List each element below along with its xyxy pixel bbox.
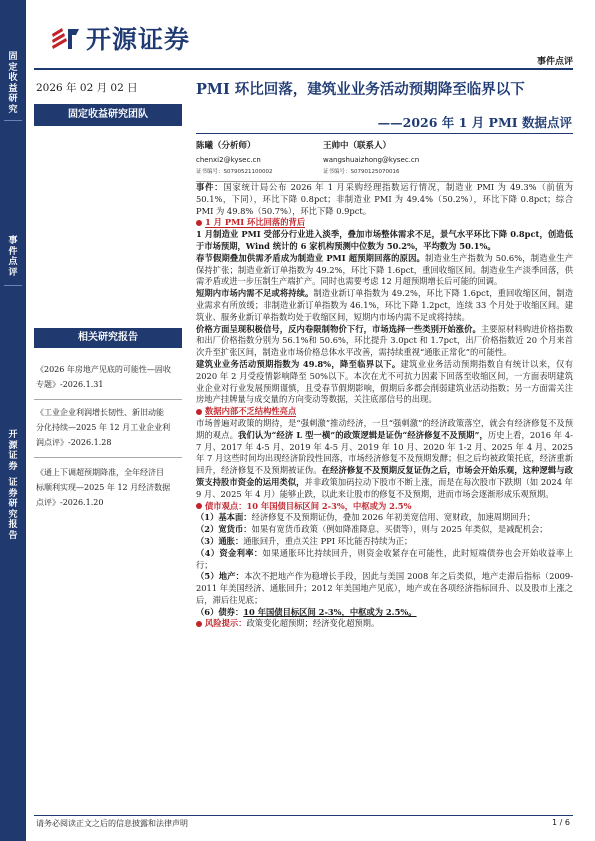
list-item-label: （6）债券： xyxy=(196,606,244,617)
sidebar-label-bottom-1 xyxy=(0,430,26,472)
related-report-link[interactable] xyxy=(36,362,184,392)
brand-logo xyxy=(50,20,190,56)
red-bullet-icon xyxy=(196,503,202,509)
report-body xyxy=(196,182,573,630)
paragraph-text: 建筑业业务活动预期指数自有统计以来，仅有 2020 年 2 月受疫情影响降至 50%以下。本次在尤不可抗力因素下回落至收缩区间，一方面表明建筑业企业对行业发展预期谨慎，且受春节假期影响，假期后多都会削弱建筑业活动指数；另一方面需关注房地产挂牌量与成交量的方向变动等数据，关注底部信号的出现。 xyxy=(196,358,573,405)
sidebar-char: 益 xyxy=(8,83,18,94)
sidebar-divider xyxy=(4,120,22,121)
sidebar-char: 报 xyxy=(8,520,18,530)
related-divider xyxy=(34,457,182,458)
risk-warning xyxy=(196,618,573,630)
list-item-text: 经济修复不及预期证伪，叠加 2026 年初美宽信用、宽财政，加速周期回升； xyxy=(251,512,536,523)
paragraph-lead: 创造低于市场预期，Wind 统计的 6 家机构预测中位数为 50.2%，平均数为 50.1%。 xyxy=(196,229,573,251)
risk-label: 风险提示： xyxy=(205,618,247,629)
sidebar-char: 开 xyxy=(8,430,18,440)
related-report-line: 《工业企业利润增长韧性、新旧动能 xyxy=(36,408,164,417)
paragraph-text: 制造业生产指数为 50.6%，制造业生产保持扩张；制造业新订单指数为 49.2%，环比下降 1.6pct，重回收缩区间。制造业生产淡季回落，供需矛盾或进一步压制生产端扩产。同时也需要考虑 12 月超预期增长后可能的回调。 xyxy=(196,252,573,287)
analyst-cert: 证书编号：S0790125070016 xyxy=(323,169,400,175)
paragraph-text: 制造业新订单指数为 49.2%，环比下降 1.6pct，重回收缩区间，制造业需求有所放缓；非制造业新订单指数为 46.1%，环比下降 1.2pct，连续 33 个月处于收缩区间。建筑业、服务业新订单指数均处于收缩区间，短期内市场内需不足或将持续。 xyxy=(196,288,573,322)
section-heading-text: 数据内部不乏结构性亮点 xyxy=(205,406,297,417)
page-number: 1 / 6 xyxy=(552,818,570,827)
paragraph-lead: 1 月制造业 PMI 受部分行业进入淡季，叠加市场整体需求不足，景气水平环比下降 0.8pct， xyxy=(196,229,548,240)
body-paragraph xyxy=(196,229,573,253)
sidebar-label-bottom-2 xyxy=(0,478,26,541)
body-paragraph xyxy=(196,418,573,501)
sidebar-char: 源 xyxy=(8,440,18,451)
left-sidebar xyxy=(0,0,26,841)
sidebar-char: 证 xyxy=(8,451,18,461)
paragraph-text: 历史上看，2016 年 4-7 月、2017 年 4-5 月、2019 年 4-5 月、2019 年 10 月、2020 年 1-2 月、2025 年 4 月、2025 年 7 月这些时间均出现经济阶段性回落，市场经济修复不及预期发酵；但之后均被政策托底，经济重新回升，经济修复不及预期被证伪。 xyxy=(196,429,573,476)
sidebar-char: 定 xyxy=(8,62,18,73)
report-subtitle: ——2026 年 1 月 PMI 数据点评 xyxy=(377,115,572,130)
analyst-card xyxy=(323,140,419,178)
analyst-email[interactable]: wangshuaizhong@kysec.cn xyxy=(323,156,420,164)
red-bullet-icon xyxy=(196,409,202,415)
paragraph-lead: 春节假期叠加供需矛盾成为制造业 PMI 超预期回落的原因。 xyxy=(196,252,426,263)
body-paragraph xyxy=(196,288,573,323)
paragraph-lead: 我们认为“经济 L 型一横”的政策逻辑是证伪“经济修复不及预期”， xyxy=(238,429,488,440)
body-paragraph xyxy=(196,253,573,288)
list-item xyxy=(196,548,573,572)
sidebar-char: 点 xyxy=(8,257,18,267)
section-heading xyxy=(196,501,573,513)
sidebar-char: 券 xyxy=(8,488,18,499)
title-rule xyxy=(196,133,573,134)
event-paragraph xyxy=(196,182,573,217)
red-bullet-icon xyxy=(196,220,202,226)
paragraph-text: 主要原材料购进价格指数和出厂价格指数分别为 56.1%和 50.6%，环比提升 3.0pct 和 1.7pct，出厂价格指数近 20 个月来首次升至扩张区间，制造业市场价格总体水平改善，需持续重视“通胀正常化”的可能性。 xyxy=(196,323,573,358)
analyst-cert: 证书编号：S0790521100002 xyxy=(196,169,273,175)
list-item-label: （3）通胀： xyxy=(196,535,244,546)
body-paragraph xyxy=(196,324,573,359)
paragraph-lead: 短期内市场内需不足或将持续。 xyxy=(196,288,314,299)
related-reports-heading: 相关研究报告 xyxy=(34,328,182,348)
sidebar-char: 研 xyxy=(8,94,18,104)
footer-rule xyxy=(34,815,573,816)
list-item xyxy=(196,607,573,619)
list-item-label: （5）地产： xyxy=(196,571,245,582)
section-heading-text: 债市观点：10 年国债目标区间 2-3%，中枢或为 2.5% xyxy=(205,500,412,511)
event-text: 国家统计局公布 2026 年 1 月采购经理指数运行情况，制造业 PMI 为 49.3%（前值为 50.1%，下同），环比下降 0.8pct；非制造业 PMI 为 49.4%（50.2%），环比下降 0.8pct；综合 PMI 为 49.8%（50.7%），环比下降 0.9pct。 xyxy=(196,182,573,216)
sidebar-char: 研 xyxy=(8,499,18,509)
related-report-line: 标顺利实现—2025 年 12 月经济数据 xyxy=(36,483,171,492)
list-item-text: 10 年国债目标区间 2-3%，中枢或为 2.5%。 xyxy=(243,606,417,617)
sidebar-char: 事 xyxy=(8,236,18,246)
list-item-text: 本次不把地产作为稳增长手段，因此与美国 2008 年之后类似，地产走滞后指标（2009-2011 年美国经济、通胀回升；2012 年美国地产见底），地产或在各项经济指标回升、以及股市上涨之后，滞后往见底； xyxy=(196,571,574,605)
sidebar-char: 收 xyxy=(8,73,18,83)
body-paragraph xyxy=(196,359,573,406)
section-heading-text: 1 月 PMI 环比回落的背后 xyxy=(205,217,306,228)
paragraph-text: 并非政策加码拉动下股市不断上涨，而是在每次股市下跌期（如 2024 年 9 月、2025 年 4 月）能够止跌，以此来让股市的修复不及预期，进而市场会逐渐形成乐观预期。 xyxy=(196,476,573,499)
list-item-label: （1）基本面： xyxy=(196,512,252,523)
related-report-line: 《通上下调超预期降准，全年经济目 xyxy=(36,468,164,477)
related-report-line: 润点评》-2026.1.28 xyxy=(36,438,112,447)
list-item xyxy=(196,571,573,606)
sidebar-char: 评 xyxy=(8,267,18,278)
analyst-card xyxy=(196,140,272,178)
risk-text: 政策变化超预期；经济变化超预期。 xyxy=(246,618,380,629)
sidebar-label-top xyxy=(0,52,26,115)
report-date: 2026 年 02 月 02 日 xyxy=(36,82,138,94)
sidebar-char: 固 xyxy=(8,52,18,62)
sidebar-char: 究 xyxy=(8,104,18,115)
list-item xyxy=(196,536,573,548)
paragraph-lead: 在经济修复不及预期反复证伪之后，市场会开始乐观，这种逻辑与政策支持股市资金的运用类似， xyxy=(196,465,573,487)
related-report-line: 分化持续—2025 年 12 月工业企业利 xyxy=(36,423,171,432)
related-report-line: 《2026 年房地产见底的可能性—固收 xyxy=(36,365,171,374)
list-item-label: （2）宽货币： xyxy=(196,524,252,535)
list-item-text: 通胀回升，重点关注 PPI 环比能否持续为正； xyxy=(243,535,413,546)
analyst-name: 王帅中（联系人） xyxy=(323,141,392,151)
paragraph-lead: 建筑业业务活动预期指数为 49.8%，降至临界以下。 xyxy=(196,358,401,369)
footer-disclaimer: 请务必阅读正文之后的信息披露和法律声明 xyxy=(36,819,188,828)
section-heading xyxy=(196,217,573,229)
analyst-email[interactable]: chenxi2@kysec.cn xyxy=(196,156,261,164)
red-bullet-icon xyxy=(196,621,202,627)
logo-mark-icon xyxy=(50,25,80,51)
sidebar-char: 证 xyxy=(8,478,18,488)
related-divider xyxy=(34,399,182,400)
report-title: PMI 环比回落，建筑业业务活动预期降至临界以下 xyxy=(196,81,525,98)
related-report-link[interactable] xyxy=(36,465,184,510)
sidebar-char: 件 xyxy=(8,246,18,257)
list-item xyxy=(196,512,573,524)
research-team-badge: 固定收益研究团队 xyxy=(34,104,182,126)
list-item xyxy=(196,524,573,536)
sidebar-char: 告 xyxy=(8,530,18,541)
sidebar-divider xyxy=(4,285,22,286)
sidebar-char: 究 xyxy=(8,509,18,520)
paragraph-text: 市场普遍对政策的期待，是“强刺激”推动经济，一旦“强刺激”的经济政策落空，就会有经济修复不及预期的观点。 xyxy=(196,417,573,440)
sidebar-label-mid xyxy=(0,236,26,278)
paragraph-lead: 价格方面呈现积极信号，反内卷限制物价下行，市场选择一些类别开始涨价。 xyxy=(196,323,481,334)
section-heading xyxy=(196,406,573,418)
related-report-line: 点评》-2026.1.20 xyxy=(36,498,104,507)
related-report-link[interactable] xyxy=(36,405,184,450)
list-item-label: （4）资金利率： xyxy=(196,547,263,558)
header-rule xyxy=(34,68,573,70)
event-label: 事件： xyxy=(196,182,224,192)
list-item-text: 如果有宽货币政策（例如降准降息、买债等），则与 2025 年类似，是减配机会； xyxy=(251,524,548,535)
report-type-label: 事件点评 xyxy=(536,57,573,67)
sidebar-char: 券 xyxy=(8,461,18,472)
logo-text: 开源证券 xyxy=(86,25,191,54)
related-report-line: 专题》-2026.1.31 xyxy=(36,380,104,389)
analyst-name: 陈曦（分析师） xyxy=(196,141,256,151)
list-item-text: 如果通胀环比持续回升，则资金收紧存在可能性，此时短端债券也会开始收益率上行； xyxy=(196,547,573,570)
